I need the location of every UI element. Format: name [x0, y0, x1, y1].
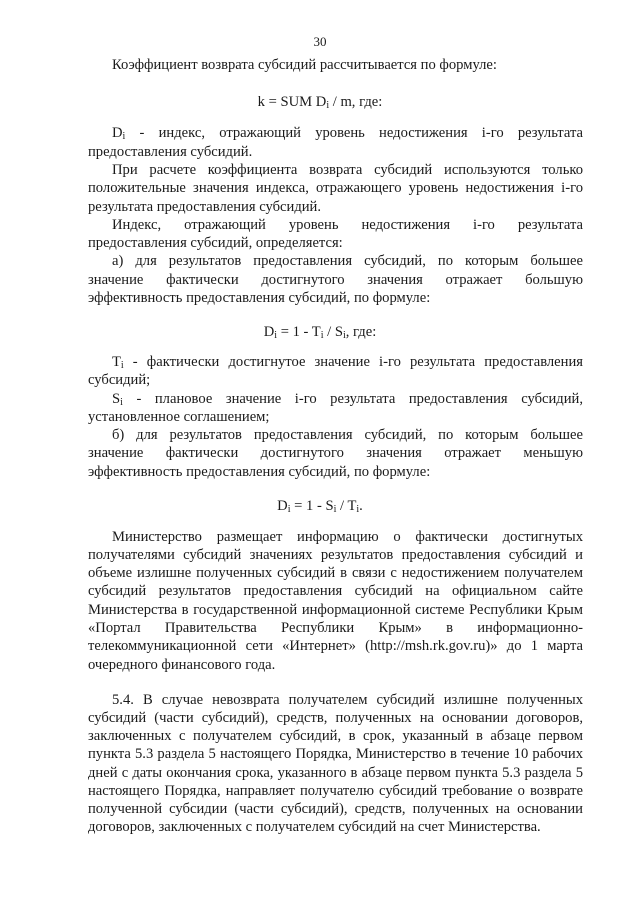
text-line: объеме излишне полученных субсидий в связи с недостижением получателем — [88, 565, 583, 581]
text-line: $S_i$ - плановое значение i-го результата предоставления субсидий, — [112, 391, 583, 408]
text-line: установленное соглашением; — [88, 409, 270, 425]
text-line: заключенных с получателем субсидий, в срок, указанный в абзаце первом — [88, 728, 583, 744]
text-line: б) для результатов предоставления субсидий, по которым большее — [112, 427, 583, 443]
text-line: При расчете коэффициента возврата субсидий используются только — [112, 162, 583, 178]
text-line: настоящего Порядка, направляет получателю субсидий требование о возврате — [88, 783, 583, 799]
text-line: телекоммуникационной сети «Интернет» (http://msh.rk.gov.ru)» до 1 марта — [88, 638, 583, 654]
text-line: $D_i$ - индекс, отражающий уровень недостижения i-го результата — [112, 125, 583, 142]
text-line: Министерство размещает информацию о фактически достигнутых — [112, 529, 583, 545]
text-line: получателями субсидий значениях результатов предоставления субсидий и — [88, 547, 583, 563]
text-line: Министерства в государственной информационной системе Республики Крым — [88, 602, 583, 618]
text-line: положительные значения индекса, отражающего уровень недостижения i-го — [88, 180, 583, 196]
text-line: субсидий (части субсидий), средств, полученных на основании договоров, — [88, 710, 583, 726]
text-line: полученной субсидии (части субсидий), средств, полученных на основании — [88, 801, 583, 817]
text-line: эффективность предоставления субсидий, по формуле: — [88, 290, 431, 306]
formula-di-a: $D_i = 1 - T_i / S_i$, где: — [263, 324, 377, 341]
text-line: а) для результатов предоставления субсидий, по которым большее — [112, 253, 583, 269]
text-line: договоров, заключенных с получателем субсидий на счет Министерства. — [88, 819, 541, 835]
formula-di-b: $D_i = 1 - S_i / T_i$. — [277, 498, 363, 515]
text-line: значение фактически достигнутого значения отражает меньшую — [88, 445, 583, 461]
text-line: Индекс, отражающий уровень недостижения i-го результата — [112, 217, 583, 233]
text-line: субсидий; — [88, 372, 151, 388]
formula-k: k = SUM $D_i$ / m, где: — [257, 94, 383, 111]
text-line: субсидий результатов предоставления субсидий на официальном сайте — [88, 583, 583, 599]
text-line: предоставления субсидий. — [88, 144, 253, 160]
text-line: значение фактически достигнутого значения отражает большую — [88, 272, 583, 288]
text-line: дней с даты окончания срока, указанного в абзаце первом пункта 5.3 раздела 5 — [88, 765, 583, 781]
text-line: «Портал Правительства Республики Крым» в информационно- — [88, 620, 583, 636]
text-line: предоставления субсидий, определяется: — [88, 235, 343, 251]
text-line: 5.4. В случае невозврата получателем субсидий излишне полученных — [112, 692, 583, 708]
page-number: 30 — [313, 34, 327, 49]
text-line: Коэффициент возврата субсидий рассчитывается по формуле: — [112, 57, 497, 73]
text-line: эффективность предоставления субсидий, по формуле: — [88, 464, 431, 480]
text-line: результата предоставления субсидий. — [88, 199, 322, 215]
text-line: пункта 5.3 раздела 5 настоящего Порядка, Министерство в течение 10 рабочих — [88, 746, 583, 762]
text-line: очередного финансового года. — [88, 657, 276, 673]
text-line: $T_i$ - фактически достигнутое значение i-го результата предоставления — [112, 354, 583, 371]
